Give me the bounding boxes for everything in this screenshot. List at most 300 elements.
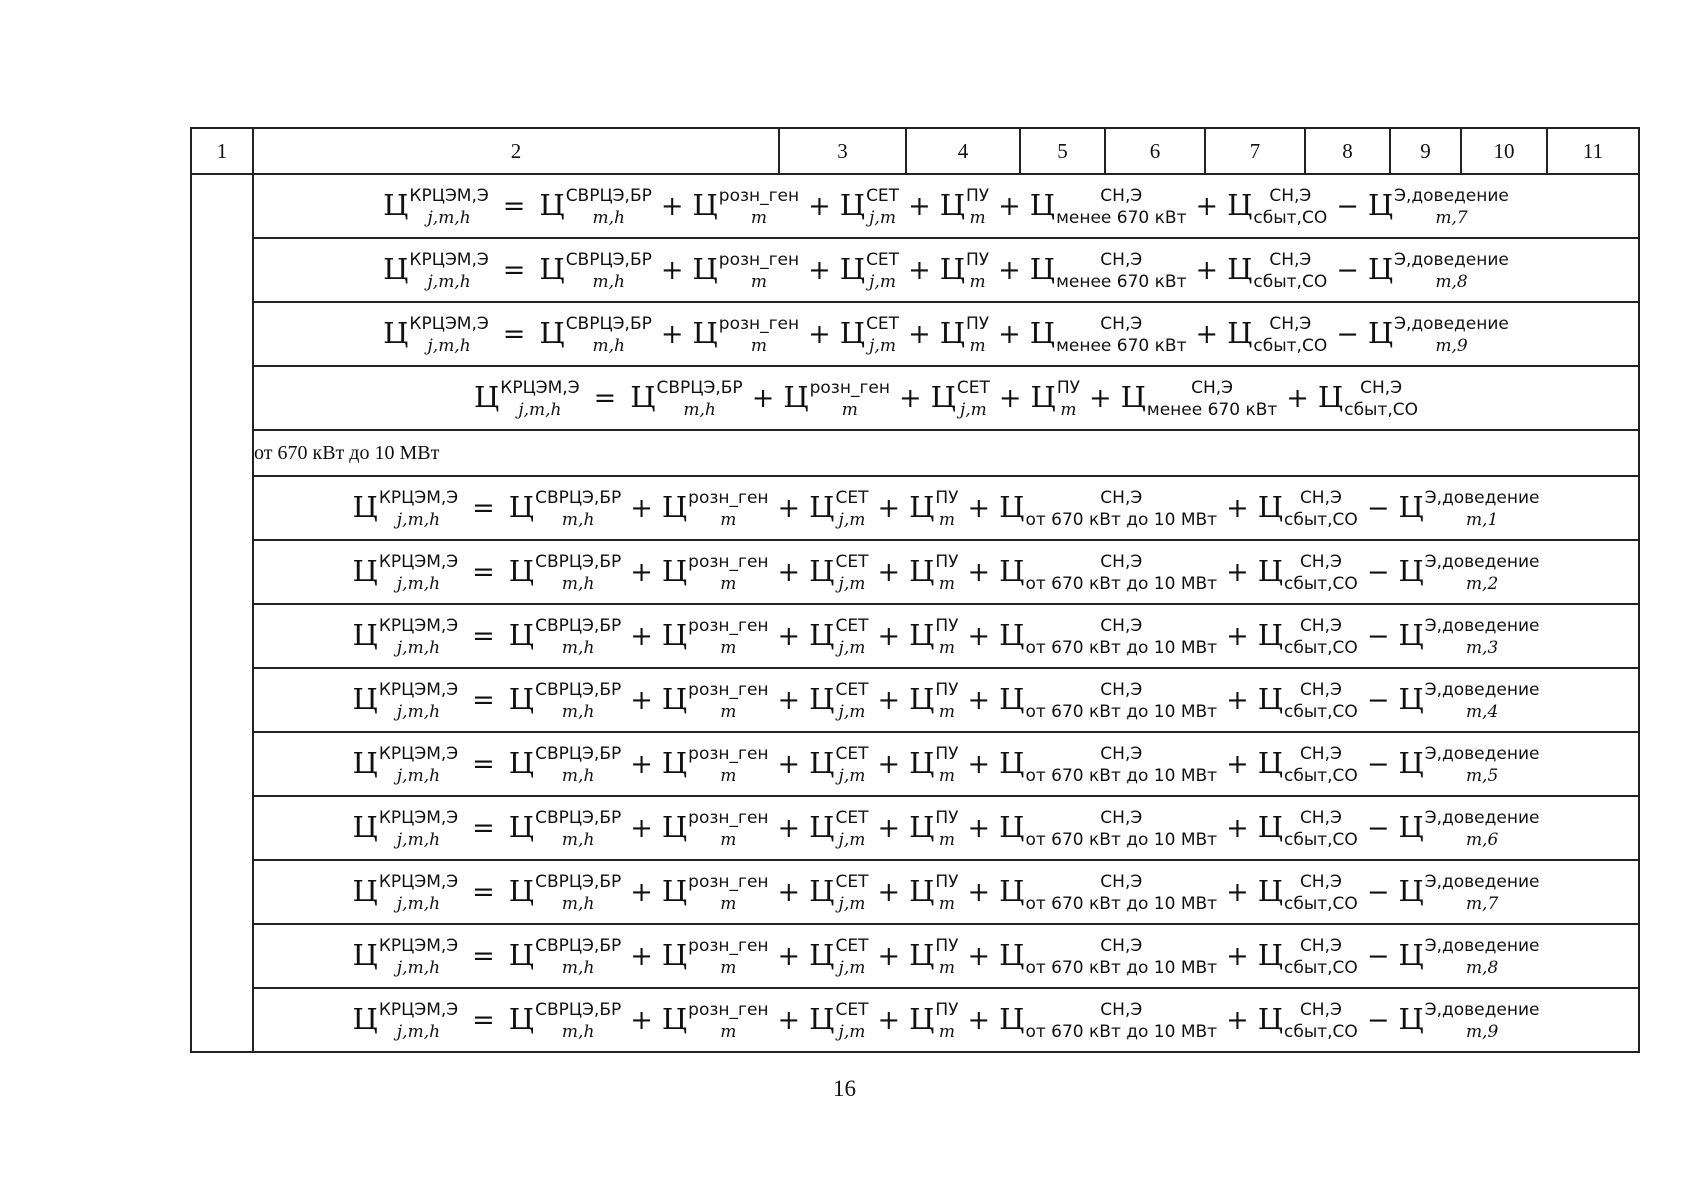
superscript: СВРЦЭ,БР [535, 680, 622, 701]
scripts [935, 936, 959, 979]
header-cell: 1 [191, 128, 253, 174]
header-cell: 3 [779, 128, 906, 174]
operator: = [593, 382, 617, 414]
operator: + [1195, 318, 1219, 350]
term-dovedenie [1398, 680, 1540, 723]
formula-row [191, 924, 1639, 988]
term-pu [1030, 378, 1080, 421]
symbol: Ц [352, 745, 378, 780]
symbol: Ц [1398, 617, 1424, 652]
symbol: Ц [1257, 681, 1283, 716]
scripts [718, 186, 800, 229]
term-dovedenie [1398, 616, 1540, 659]
formula-cell [253, 860, 1639, 924]
term-dovedenie [1367, 186, 1509, 229]
operator: + [630, 492, 653, 524]
scripts [1025, 488, 1218, 531]
scripts [1284, 808, 1358, 851]
superscript: СН,Э [1100, 808, 1143, 829]
operator: + [751, 382, 775, 414]
operator: + [877, 940, 901, 972]
superscript: ПУ [965, 186, 990, 207]
superscript: ПУ [965, 314, 990, 335]
symbol: Ц [352, 873, 378, 908]
term-rozn-gen [661, 680, 769, 723]
superscript: ПУ [935, 744, 959, 765]
symbol: Ц [539, 187, 565, 222]
operator: − [1366, 812, 1390, 844]
symbol: Ц [661, 489, 688, 524]
term-set [809, 680, 869, 723]
symbol: Ц [661, 681, 688, 716]
superscript: СН,Э [1100, 872, 1143, 893]
term-krcem [473, 378, 580, 421]
term-svrce [508, 872, 622, 915]
superscript: СВРЦЭ,БР [565, 250, 652, 271]
term-svrce [508, 488, 622, 531]
term-krcem [352, 744, 459, 787]
superscript: СН,Э [1100, 314, 1143, 335]
operator: − [1366, 940, 1390, 972]
operator: + [630, 748, 653, 780]
term-pu [909, 1000, 959, 1043]
operator: + [630, 556, 653, 588]
term-pu [909, 872, 959, 915]
term-sn-sbyt [1257, 680, 1358, 723]
superscript: ПУ [935, 872, 959, 893]
symbol: Ц [1367, 315, 1394, 350]
symbol: Ц [661, 809, 688, 844]
superscript: КРЦЭМ,Э [378, 616, 459, 637]
formula-row [191, 988, 1639, 1052]
formula-row [191, 796, 1639, 860]
header-cell: 4 [906, 128, 1020, 174]
operator: + [777, 876, 801, 908]
formula [352, 488, 1540, 531]
superscript: КРЦЭМ,Э [409, 186, 489, 207]
superscript: розн_ген [688, 936, 769, 957]
superscript: ПУ [935, 680, 959, 701]
scripts [1424, 488, 1540, 531]
superscript: СЕТ [835, 808, 869, 829]
operator: + [808, 190, 831, 222]
symbol: Ц [661, 1001, 688, 1036]
operator: + [998, 382, 1022, 414]
scripts [1284, 552, 1358, 595]
subscript: сбыт,СО [1284, 574, 1358, 595]
term-krcem [383, 314, 489, 357]
operator: + [630, 812, 653, 844]
operator: + [967, 812, 991, 844]
subscript: m [969, 272, 986, 293]
superscript: СН,Э [1269, 250, 1312, 271]
term-krcem [352, 680, 459, 723]
operator: + [630, 620, 653, 652]
operator: + [1195, 190, 1219, 222]
formula-cell [253, 988, 1639, 1052]
subscript: m,2 [1465, 574, 1499, 595]
operator: = [472, 684, 495, 716]
symbol: Ц [508, 617, 535, 652]
subscript: m,h [561, 830, 595, 851]
symbol: Ц [539, 315, 565, 350]
subscript: сбыт,СО [1284, 830, 1358, 851]
term-pu [909, 744, 959, 787]
symbol: Ц [508, 553, 535, 588]
subscript: m,7 [1435, 208, 1468, 229]
superscript: СЕТ [835, 1000, 869, 1021]
scripts [688, 680, 769, 723]
subscript: m,9 [1465, 1022, 1499, 1043]
scripts [1056, 378, 1080, 421]
subscript: m,8 [1435, 272, 1468, 293]
term-rozn-gen [661, 616, 769, 659]
symbol: Ц [909, 617, 935, 652]
superscript: КРЦЭМ,Э [378, 1000, 459, 1021]
superscript: СН,Э [1299, 680, 1342, 701]
formula-row [191, 860, 1639, 924]
formula [352, 1000, 1540, 1043]
operator: + [1226, 684, 1249, 716]
operator: = [472, 876, 495, 908]
superscript: СН,Э [1299, 808, 1342, 829]
superscript: СН,Э [1269, 186, 1312, 207]
superscript: СВРЦЭ,БР [535, 872, 622, 893]
superscript: Э,доведение [1424, 808, 1540, 829]
operator: − [1366, 748, 1390, 780]
symbol: Ц [1257, 489, 1283, 524]
superscript: ПУ [935, 488, 959, 509]
symbol: Ц [999, 745, 1025, 780]
superscript: розн_ген [718, 314, 800, 335]
symbol: Ц [1120, 379, 1146, 414]
subscript: m,h [561, 574, 595, 595]
scripts [1284, 616, 1358, 659]
superscript: ПУ [965, 250, 990, 271]
term-set [809, 488, 869, 531]
term-krcem [352, 1000, 459, 1043]
subscript: m,h [561, 702, 595, 723]
symbol: Ц [539, 251, 565, 286]
subscript: j,m,h [427, 272, 471, 293]
superscript: СЕТ [835, 552, 869, 573]
symbol: Ц [508, 1001, 535, 1036]
scripts [866, 314, 900, 357]
subscript: j,m [838, 702, 866, 723]
symbol: Ц [1398, 937, 1424, 972]
subscript: j,m,h [396, 1022, 441, 1043]
symbol: Ц [352, 617, 378, 652]
formula [383, 250, 1509, 293]
superscript: Э,доведение [1424, 1000, 1540, 1021]
column-1-cell [191, 174, 253, 1052]
operator: = [472, 1004, 495, 1036]
term-sn-range [999, 680, 1218, 723]
scripts [1056, 186, 1187, 229]
operator: + [967, 492, 991, 524]
formula-cell [253, 540, 1639, 604]
term-sn-range [999, 1000, 1218, 1043]
superscript: СВРЦЭ,БР [535, 488, 622, 509]
term-rozn-gen [661, 552, 769, 595]
scripts [935, 552, 959, 595]
symbol: Ц [383, 251, 409, 286]
superscript: КРЦЭМ,Э [500, 378, 580, 399]
term-set [839, 186, 900, 229]
operator: + [877, 684, 901, 716]
scripts [1253, 314, 1328, 357]
term-dovedenie [1398, 488, 1540, 531]
subscript: m [938, 638, 956, 659]
symbol: Ц [1398, 553, 1424, 588]
term-sn-sbyt [1317, 378, 1419, 421]
scripts [1284, 744, 1358, 787]
subscript: j,m,h [427, 336, 471, 357]
operator: − [1366, 556, 1390, 588]
term-pu [909, 488, 959, 531]
scripts [835, 488, 869, 531]
term-rozn-gen [661, 808, 769, 851]
scripts [1424, 552, 1540, 595]
subscript: m [938, 574, 956, 595]
subscript: m [938, 702, 956, 723]
scripts [935, 744, 959, 787]
term-pu [909, 616, 959, 659]
scripts [535, 808, 622, 851]
operator: + [967, 748, 991, 780]
symbol: Ц [1367, 251, 1394, 286]
symbol: Ц [999, 553, 1025, 588]
tariff-formula-table [190, 127, 1640, 1053]
symbol: Ц [661, 937, 688, 972]
subscript: m [938, 894, 956, 915]
term-dovedenie [1398, 936, 1540, 979]
superscript: СН,Э [1360, 378, 1403, 399]
term-set [809, 936, 869, 979]
term-pu [939, 314, 990, 357]
term-rozn-gen [692, 186, 800, 229]
subscript: j,m [838, 766, 866, 787]
symbol: Ц [383, 315, 409, 350]
term-pu [909, 936, 959, 979]
superscript: СЕТ [835, 680, 869, 701]
superscript: КРЦЭМ,Э [378, 680, 459, 701]
scripts [1394, 186, 1509, 229]
subscript: m [720, 1022, 737, 1043]
term-sn-range [999, 744, 1218, 787]
term-svrce [539, 186, 652, 229]
superscript: СЕТ [866, 186, 900, 207]
formula-cell [253, 174, 1639, 238]
term-krcem [352, 808, 459, 851]
symbol: Ц [909, 681, 935, 716]
subscript: сбыт,СО [1344, 400, 1419, 421]
scripts [718, 250, 800, 293]
term-rozn-gen [692, 314, 800, 357]
term-sn-sbyt [1227, 314, 1328, 357]
operator: + [660, 318, 684, 350]
term-set [809, 552, 869, 595]
scripts [1284, 936, 1358, 979]
scripts [688, 488, 769, 531]
scripts [688, 744, 769, 787]
superscript: СН,Э [1100, 488, 1143, 509]
formula [383, 186, 1509, 229]
operator: + [1088, 382, 1112, 414]
scripts [935, 488, 959, 531]
subscript: m,h [592, 272, 626, 293]
subscript: j,m [869, 208, 896, 229]
scripts [1424, 616, 1540, 659]
operator: + [777, 940, 801, 972]
superscript: СВРЦЭ,БР [535, 616, 622, 637]
superscript: СН,Э [1191, 378, 1234, 399]
scripts [956, 378, 990, 421]
operator: + [908, 254, 931, 286]
formula-cell [253, 238, 1639, 302]
superscript: КРЦЭМ,Э [409, 250, 489, 271]
scripts [535, 1000, 622, 1043]
formula-row [191, 732, 1639, 796]
operator: + [908, 318, 931, 350]
subscript: j,m,h [396, 574, 441, 595]
superscript: розн_ген [688, 744, 769, 765]
term-sn-sbyt [1257, 1000, 1358, 1043]
scripts [1025, 936, 1218, 979]
superscript: Э,доведение [1394, 314, 1509, 335]
scripts [688, 808, 769, 851]
symbol: Ц [1227, 315, 1253, 350]
operator: − [1336, 254, 1359, 286]
operator: = [472, 748, 495, 780]
symbol: Ц [909, 745, 935, 780]
term-sn-sbyt [1227, 250, 1328, 293]
superscript: СН,Э [1299, 616, 1342, 637]
subscript: m [938, 510, 956, 531]
term-sn-range [999, 488, 1218, 531]
subscript: m,5 [1465, 766, 1499, 787]
subscript: j,m,h [396, 894, 441, 915]
symbol: Ц [1257, 553, 1283, 588]
symbol: Ц [783, 379, 809, 414]
subscript: сбыт,СО [1284, 638, 1358, 659]
symbol: Ц [939, 187, 965, 222]
symbol: Ц [1398, 1001, 1424, 1036]
term-krcem [383, 186, 489, 229]
term-rozn-gen [692, 250, 800, 293]
formula-cell [253, 668, 1639, 732]
subscript: m [969, 208, 986, 229]
term-sn-sbyt [1227, 186, 1328, 229]
formula-cell [253, 302, 1639, 366]
superscript: СЕТ [835, 936, 869, 957]
term-set [809, 616, 869, 659]
formula [352, 936, 1540, 979]
scripts [1025, 872, 1218, 915]
symbol: Ц [508, 681, 535, 716]
subscript: j,m,h [427, 208, 471, 229]
symbol: Ц [1257, 809, 1283, 844]
scripts [409, 186, 489, 229]
operator: = [472, 492, 495, 524]
scripts [965, 250, 990, 293]
subscript: m [750, 272, 768, 293]
symbol: Ц [661, 745, 688, 780]
scripts [378, 936, 459, 979]
term-krcem [352, 488, 459, 531]
term-rozn-gen [661, 936, 769, 979]
subscript: сбыт,СО [1284, 510, 1358, 531]
scripts [378, 552, 459, 595]
scripts [378, 872, 459, 915]
term-set [809, 808, 869, 851]
superscript: розн_ген [688, 616, 769, 637]
superscript: СН,Э [1299, 936, 1342, 957]
operator: + [877, 748, 901, 780]
symbol: Ц [352, 553, 378, 588]
superscript: СН,Э [1299, 744, 1342, 765]
term-sn-sbyt [1257, 808, 1358, 851]
scripts [835, 808, 869, 851]
symbol: Ц [839, 251, 866, 286]
term-krcem [352, 616, 459, 659]
symbol: Ц [939, 315, 965, 350]
superscript: Э,доведение [1424, 872, 1540, 893]
scripts [1025, 616, 1218, 659]
term-sn-sbyt [1257, 616, 1358, 659]
formula-row [191, 604, 1639, 668]
symbol: Ц [473, 379, 500, 414]
subscript: от 670 кВт до 10 МВт [1025, 574, 1218, 595]
operator: + [1226, 556, 1249, 588]
symbol: Ц [999, 809, 1025, 844]
subscript: от 670 кВт до 10 МВт [1025, 638, 1218, 659]
superscript: СВРЦЭ,БР [535, 552, 622, 573]
term-dovedenie [1398, 808, 1540, 851]
subscript: m [720, 574, 737, 595]
operator: = [502, 254, 526, 286]
scripts [866, 250, 900, 293]
subscript: m [750, 336, 768, 357]
operator: + [1286, 382, 1309, 414]
term-dovedenie [1367, 314, 1509, 357]
operator: + [1226, 620, 1249, 652]
symbol: Ц [999, 873, 1025, 908]
superscript: СВРЦЭ,БР [535, 744, 622, 765]
subscript: j,m [959, 400, 987, 421]
symbol: Ц [661, 617, 688, 652]
superscript: СН,Э [1299, 552, 1342, 573]
superscript: СН,Э [1299, 1000, 1342, 1021]
superscript: Э,доведение [1424, 488, 1540, 509]
operator: = [472, 620, 495, 652]
subscript: от 670 кВт до 10 МВт [1025, 830, 1218, 851]
superscript: СЕТ [866, 314, 900, 335]
subscript: от 670 кВт до 10 МВт [1025, 510, 1218, 531]
scripts [1253, 186, 1328, 229]
scripts [535, 744, 622, 787]
symbol: Ц [809, 937, 835, 972]
symbol: Ц [1317, 379, 1344, 414]
operator: + [967, 1004, 991, 1036]
term-sn-sbyt [1257, 744, 1358, 787]
formula-row [191, 668, 1639, 732]
formula-cell [253, 732, 1639, 796]
subscript: m [938, 830, 956, 851]
scripts [835, 1000, 869, 1043]
scripts [688, 936, 769, 979]
term-svrce [508, 936, 622, 979]
